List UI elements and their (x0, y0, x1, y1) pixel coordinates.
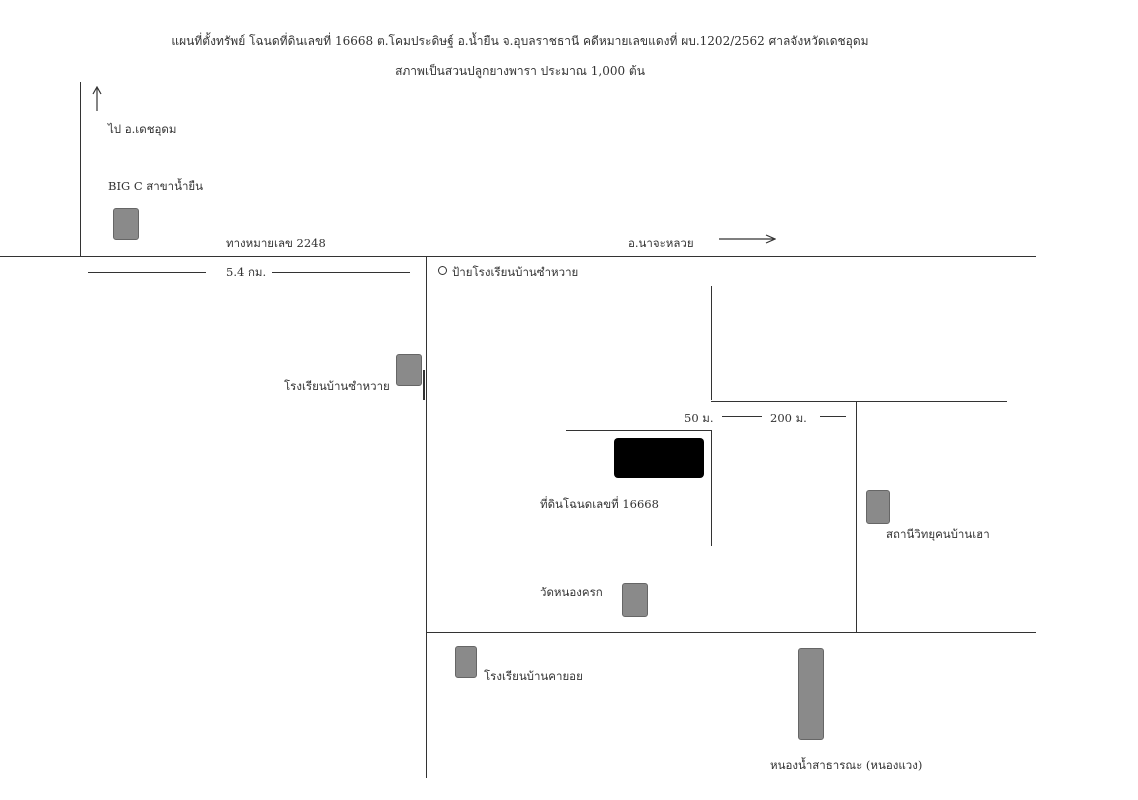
label-temple: วัดหนองครก (540, 585, 603, 599)
label-dist-50: 50 ม. (684, 411, 714, 425)
temple-marker (622, 583, 648, 617)
label-big-c: BIG C สาขาน้ำยืน (108, 179, 204, 193)
school-sign-circle-icon (438, 266, 447, 275)
side-road-vertical-upper (711, 286, 712, 400)
dist-200-line-right (820, 416, 846, 417)
label-highway: ทางหมายเลข 2248 (226, 236, 326, 250)
main-vertical-road (426, 256, 427, 778)
label-school-sign: ป้ายโรงเรียนบ้านซำหวาย (452, 265, 579, 279)
road-to-dechudom (80, 82, 81, 256)
arrow-right-icon (718, 233, 776, 245)
label-school-samwai: โรงเรียนบ้านซำหวาย (284, 379, 390, 393)
label-land-plot: ที่ดินโฉนดเลขที่ 16668 (540, 497, 659, 511)
label-school-khayoi: โรงเรียนบ้านคายอย (484, 669, 583, 683)
school-samwai-marker (396, 354, 422, 386)
label-dist-200: 200 ม. (770, 411, 807, 425)
plot-road-vertical (711, 430, 712, 546)
side-road-horizontal (711, 401, 1007, 402)
map-title: แผนที่ตั้งทรัพย์ โฉนดที่ดินเลขที่ 16668 ต.โคมประดิษฐ์ อ.น้ำยืน จ.อุบลราชธานี คดีหมายเลขแดงที่ ผบ.1202/2562 ศาลจังหวัดเดชอุดม (171, 34, 869, 48)
school-samwai-tick (423, 370, 425, 400)
big-c-marker (113, 208, 139, 240)
distance-line-right (272, 272, 410, 273)
label-pond: หนองน้ำสาธารณะ (หนองแวง) (770, 758, 923, 772)
school-khayoi-marker (455, 646, 477, 678)
pond-marker (798, 648, 824, 740)
map-subtitle: สภาพเป็นสวนปลูกยางพารา ประมาณ 1,000 ต้น (395, 64, 645, 78)
distance-line-left (88, 272, 206, 273)
plot-road-horizontal (566, 430, 712, 431)
label-to-najaluay: อ.นาจะหลวย (628, 236, 694, 250)
label-distance-54: 5.4 กม. (226, 265, 267, 279)
highway-2248-road (0, 256, 1036, 257)
label-radio-station: สถานีวิทยุคนบ้านเฮา (886, 527, 990, 541)
label-to-dechudom: ไป อ.เดชอุดม (108, 122, 177, 136)
arrow-up-icon (92, 86, 102, 112)
land-plot-marker (614, 438, 704, 478)
bottom-road (426, 632, 1036, 633)
dist-200-line-left (722, 416, 762, 417)
radio-station-marker (866, 490, 890, 524)
side-road-vertical-right (856, 401, 857, 633)
